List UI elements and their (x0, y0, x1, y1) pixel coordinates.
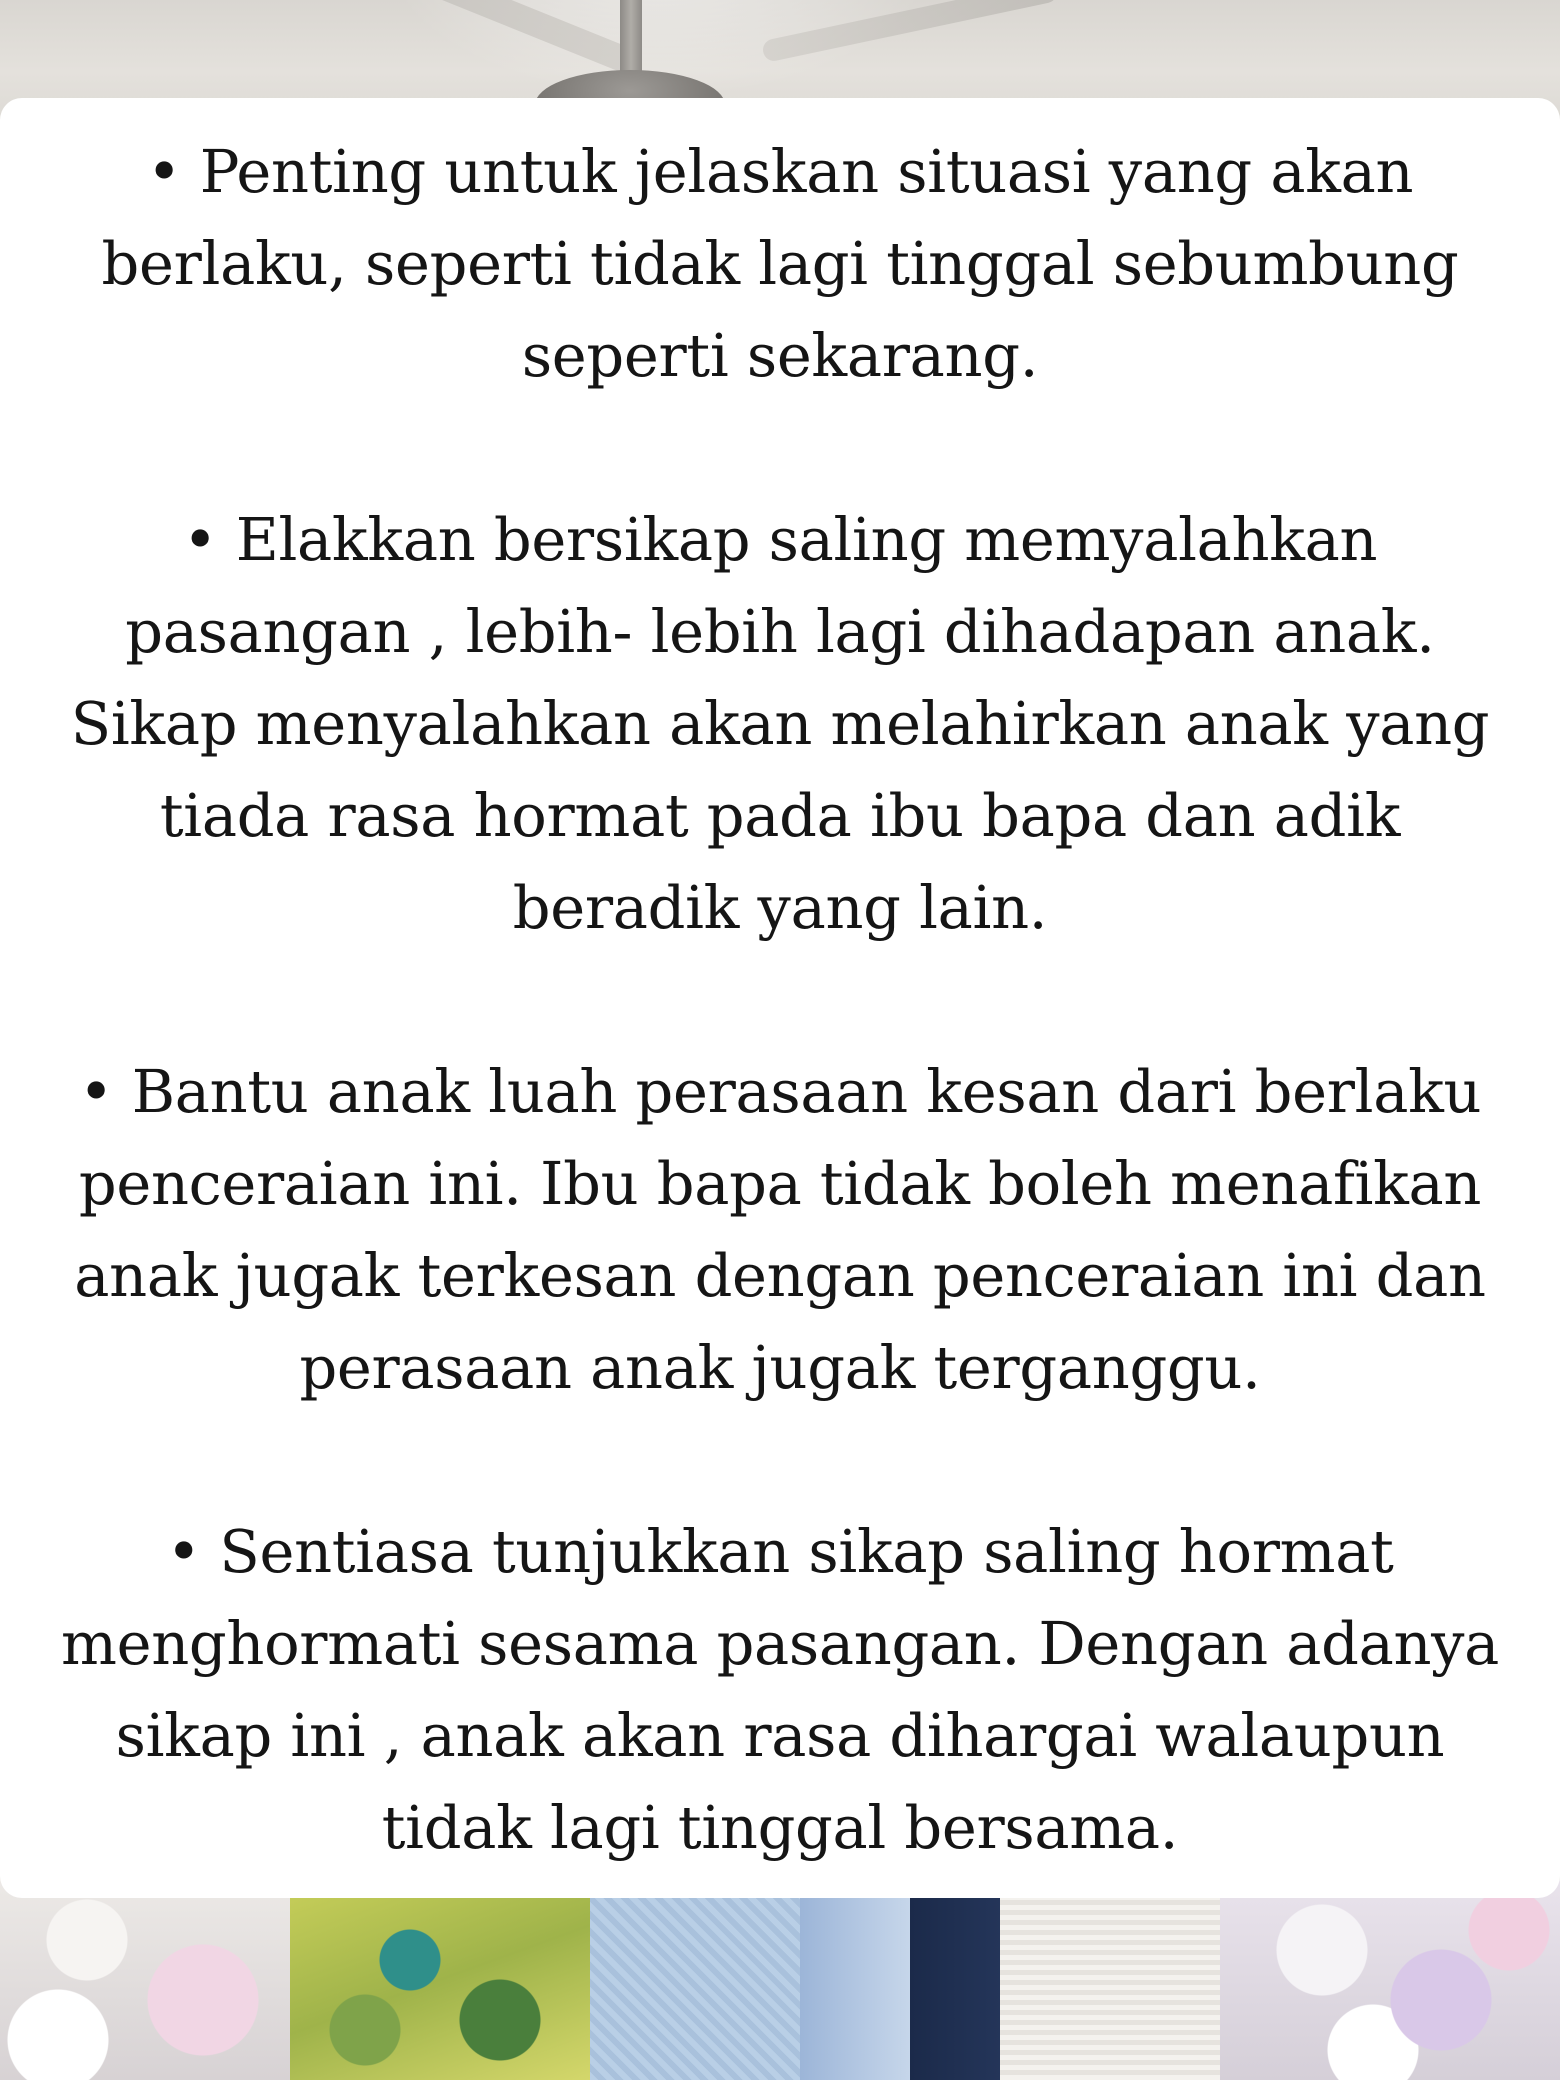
text-line: • Elakkan bersikap saling memyalahkan (182, 505, 1378, 574)
text-line: sikap ini , anak akan rasa dihargai walaupun (115, 1701, 1445, 1770)
text-line: • Sentiasa tunjukkan sikap saling hormat (166, 1517, 1394, 1586)
tip-paragraph (36, 126, 1524, 402)
lace-fabric-blue (590, 1880, 800, 2080)
tip-paragraph (36, 1046, 1524, 1414)
tip-paragraph (36, 1506, 1524, 1874)
text-line: Sikap menyalahkan akan melahirkan anak yang (70, 689, 1490, 758)
text-line: berlaku, seperti tidak lagi tinggal sebumbung (101, 229, 1459, 298)
fan-stem (620, 0, 642, 80)
text-line: pasangan , lebih- lebih lagi dihadapan anak. (125, 597, 1435, 666)
fabric-light-blue (800, 1880, 910, 2080)
text-line: seperti sekarang. (521, 321, 1039, 390)
text-line: perasaan anak jugak terganggu. (299, 1333, 1261, 1402)
floral-fabric (290, 1880, 590, 2080)
text-line: tidak lagi tinggal bersama. (381, 1793, 1179, 1862)
background-photo-bottom (0, 1880, 1560, 2080)
text-card (0, 98, 1560, 1898)
text-line: beradik yang lain. (512, 873, 1048, 942)
text-line: • Bantu anak luah perasaan kesan dari berlaku (78, 1057, 1482, 1126)
lace-fabric-white (1000, 1880, 1220, 2080)
flowers-right (1220, 1880, 1560, 2080)
text-line: anak jugak terkesan dengan penceraian ini dan (74, 1241, 1486, 1310)
text-line: tiada rasa hormat pada ibu bapa dan adik (159, 781, 1401, 850)
fabric-navy (910, 1880, 1000, 2080)
tip-paragraph (36, 494, 1524, 954)
text-line: • Penting untuk jelaskan situasi yang akan (146, 137, 1414, 206)
text-line: menghormati sesama pasangan. Dengan adanya (60, 1609, 1500, 1678)
text-line: penceraian ini. Ibu bapa tidak boleh menafikan (78, 1149, 1482, 1218)
flowers-left (0, 1880, 290, 2080)
